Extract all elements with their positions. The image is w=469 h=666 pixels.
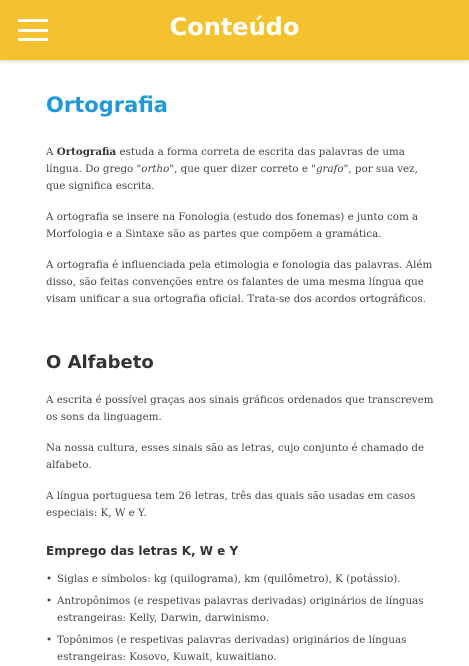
paragraph: Na nossa cultura, esses sinais são as letras, cujo conjunto é chamado de alfabeto. xyxy=(46,442,425,471)
article-content xyxy=(0,93,469,666)
text: ", que quer dizer correto e " xyxy=(169,163,316,175)
app-header xyxy=(0,0,469,60)
bullet-icon: • xyxy=(46,634,53,646)
subsection-title: Emprego das letras K, W e Y xyxy=(46,544,239,558)
bullet-icon: • xyxy=(46,595,53,607)
intro-paragraph xyxy=(46,144,439,195)
page-title: Ortografia xyxy=(46,93,168,117)
app-title: Conteúdo xyxy=(169,13,300,41)
italic-term: grafo xyxy=(315,163,344,175)
bullet-icon: • xyxy=(46,573,53,585)
list-item-text: Antropônimos (e respetivas palavras derivadas) originários de línguas estrangeiras: Kelly, Darwin, darwinismo. xyxy=(57,595,424,624)
list-item-text: Siglas e símbolos: kg (quilograma), km (quilômetro), K (potássio). xyxy=(57,573,401,585)
paragraph: A ortografia é influenciada pela etimologia e fonologia das palavras. Além disso, são feitas convenções entre os falantes de uma mesma língua que visam unificar a sua ortografia oficial. Trata-se dos acordos ortográficos. xyxy=(46,259,433,305)
list-item xyxy=(46,593,439,627)
paragraph: A escrita é possível graças aos sinais gráficos ordenados que transcrevem os sons da linguagem. xyxy=(46,394,434,423)
bold-term: Ortografia xyxy=(56,146,117,158)
list-item xyxy=(46,571,439,588)
paragraph: A língua portuguesa tem 26 letras, três das quais são usadas em casos especiais: K, W e Y. xyxy=(46,490,416,519)
text: A xyxy=(46,146,57,158)
bullet-list xyxy=(46,571,439,666)
text: estuda a forma correta de escrita das palavras de uma língua. Do grego " xyxy=(46,146,405,175)
text: ", por sua vez, que significa escrita. xyxy=(46,163,418,192)
italic-term: ortho xyxy=(141,163,170,175)
list-item xyxy=(46,632,439,666)
section-title: O Alfabeto xyxy=(46,352,154,373)
list-item-text: Topônimos (e respetivas palavras derivadas) originários de línguas estrangeiras: Kosovo, Kuwait, kuwaitiano. xyxy=(57,634,407,663)
paragraph: A ortografia se insere na Fonologia (estudo dos fonemas) e junto com a Morfologia e a Sintaxe são as partes que compõem a gramática. xyxy=(46,211,419,240)
